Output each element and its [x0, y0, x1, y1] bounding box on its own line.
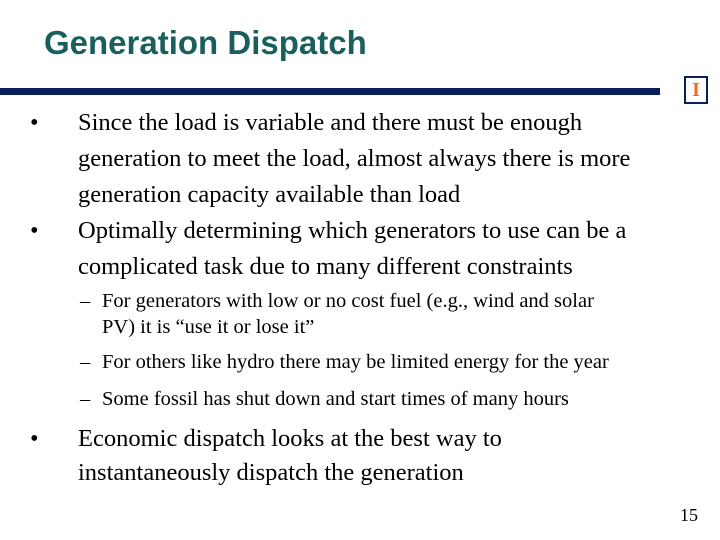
page-number: 15 [680, 505, 698, 525]
sub-bullet-1-line-2: PV) it is “use it or lose it” [102, 316, 315, 338]
sub-bullet-1-line-1: For generators with low or no cost fuel (e.g., wind and solar [102, 290, 594, 312]
logo-letter: I [692, 79, 700, 101]
sub-bullet-3-line-1: Some fossil has shut down and start times of many hours [102, 388, 569, 410]
bullet-mark: • [30, 425, 39, 452]
bullet-1-line-3: generation capacity available than load [78, 181, 461, 208]
sub-bullet-2-line-1: For others like hydro there may be limited energy for the year [102, 351, 609, 373]
sub-bullet-mark: – [80, 351, 91, 373]
bullet-2-line-2: complicated task due to many different constraints [78, 253, 573, 280]
bullet-1-line-2: generation to meet the load, almost always there is more [78, 145, 631, 172]
sub-bullet-mark: – [80, 290, 91, 312]
bullet-1-line-1: Since the load is variable and there must be enough [78, 109, 583, 136]
bullet-mark: • [30, 217, 39, 244]
bullet-mark: • [30, 109, 39, 136]
sub-bullet-mark: – [80, 388, 91, 410]
slide-title: Generation Dispatch [44, 24, 367, 61]
bullet-3-line-1: Economic dispatch looks at the best way to [78, 425, 502, 452]
bullet-3-line-2: instantaneously dispatch the generation [78, 459, 464, 486]
bullet-2-line-1: Optimally determining which generators to use can be a [78, 217, 627, 244]
